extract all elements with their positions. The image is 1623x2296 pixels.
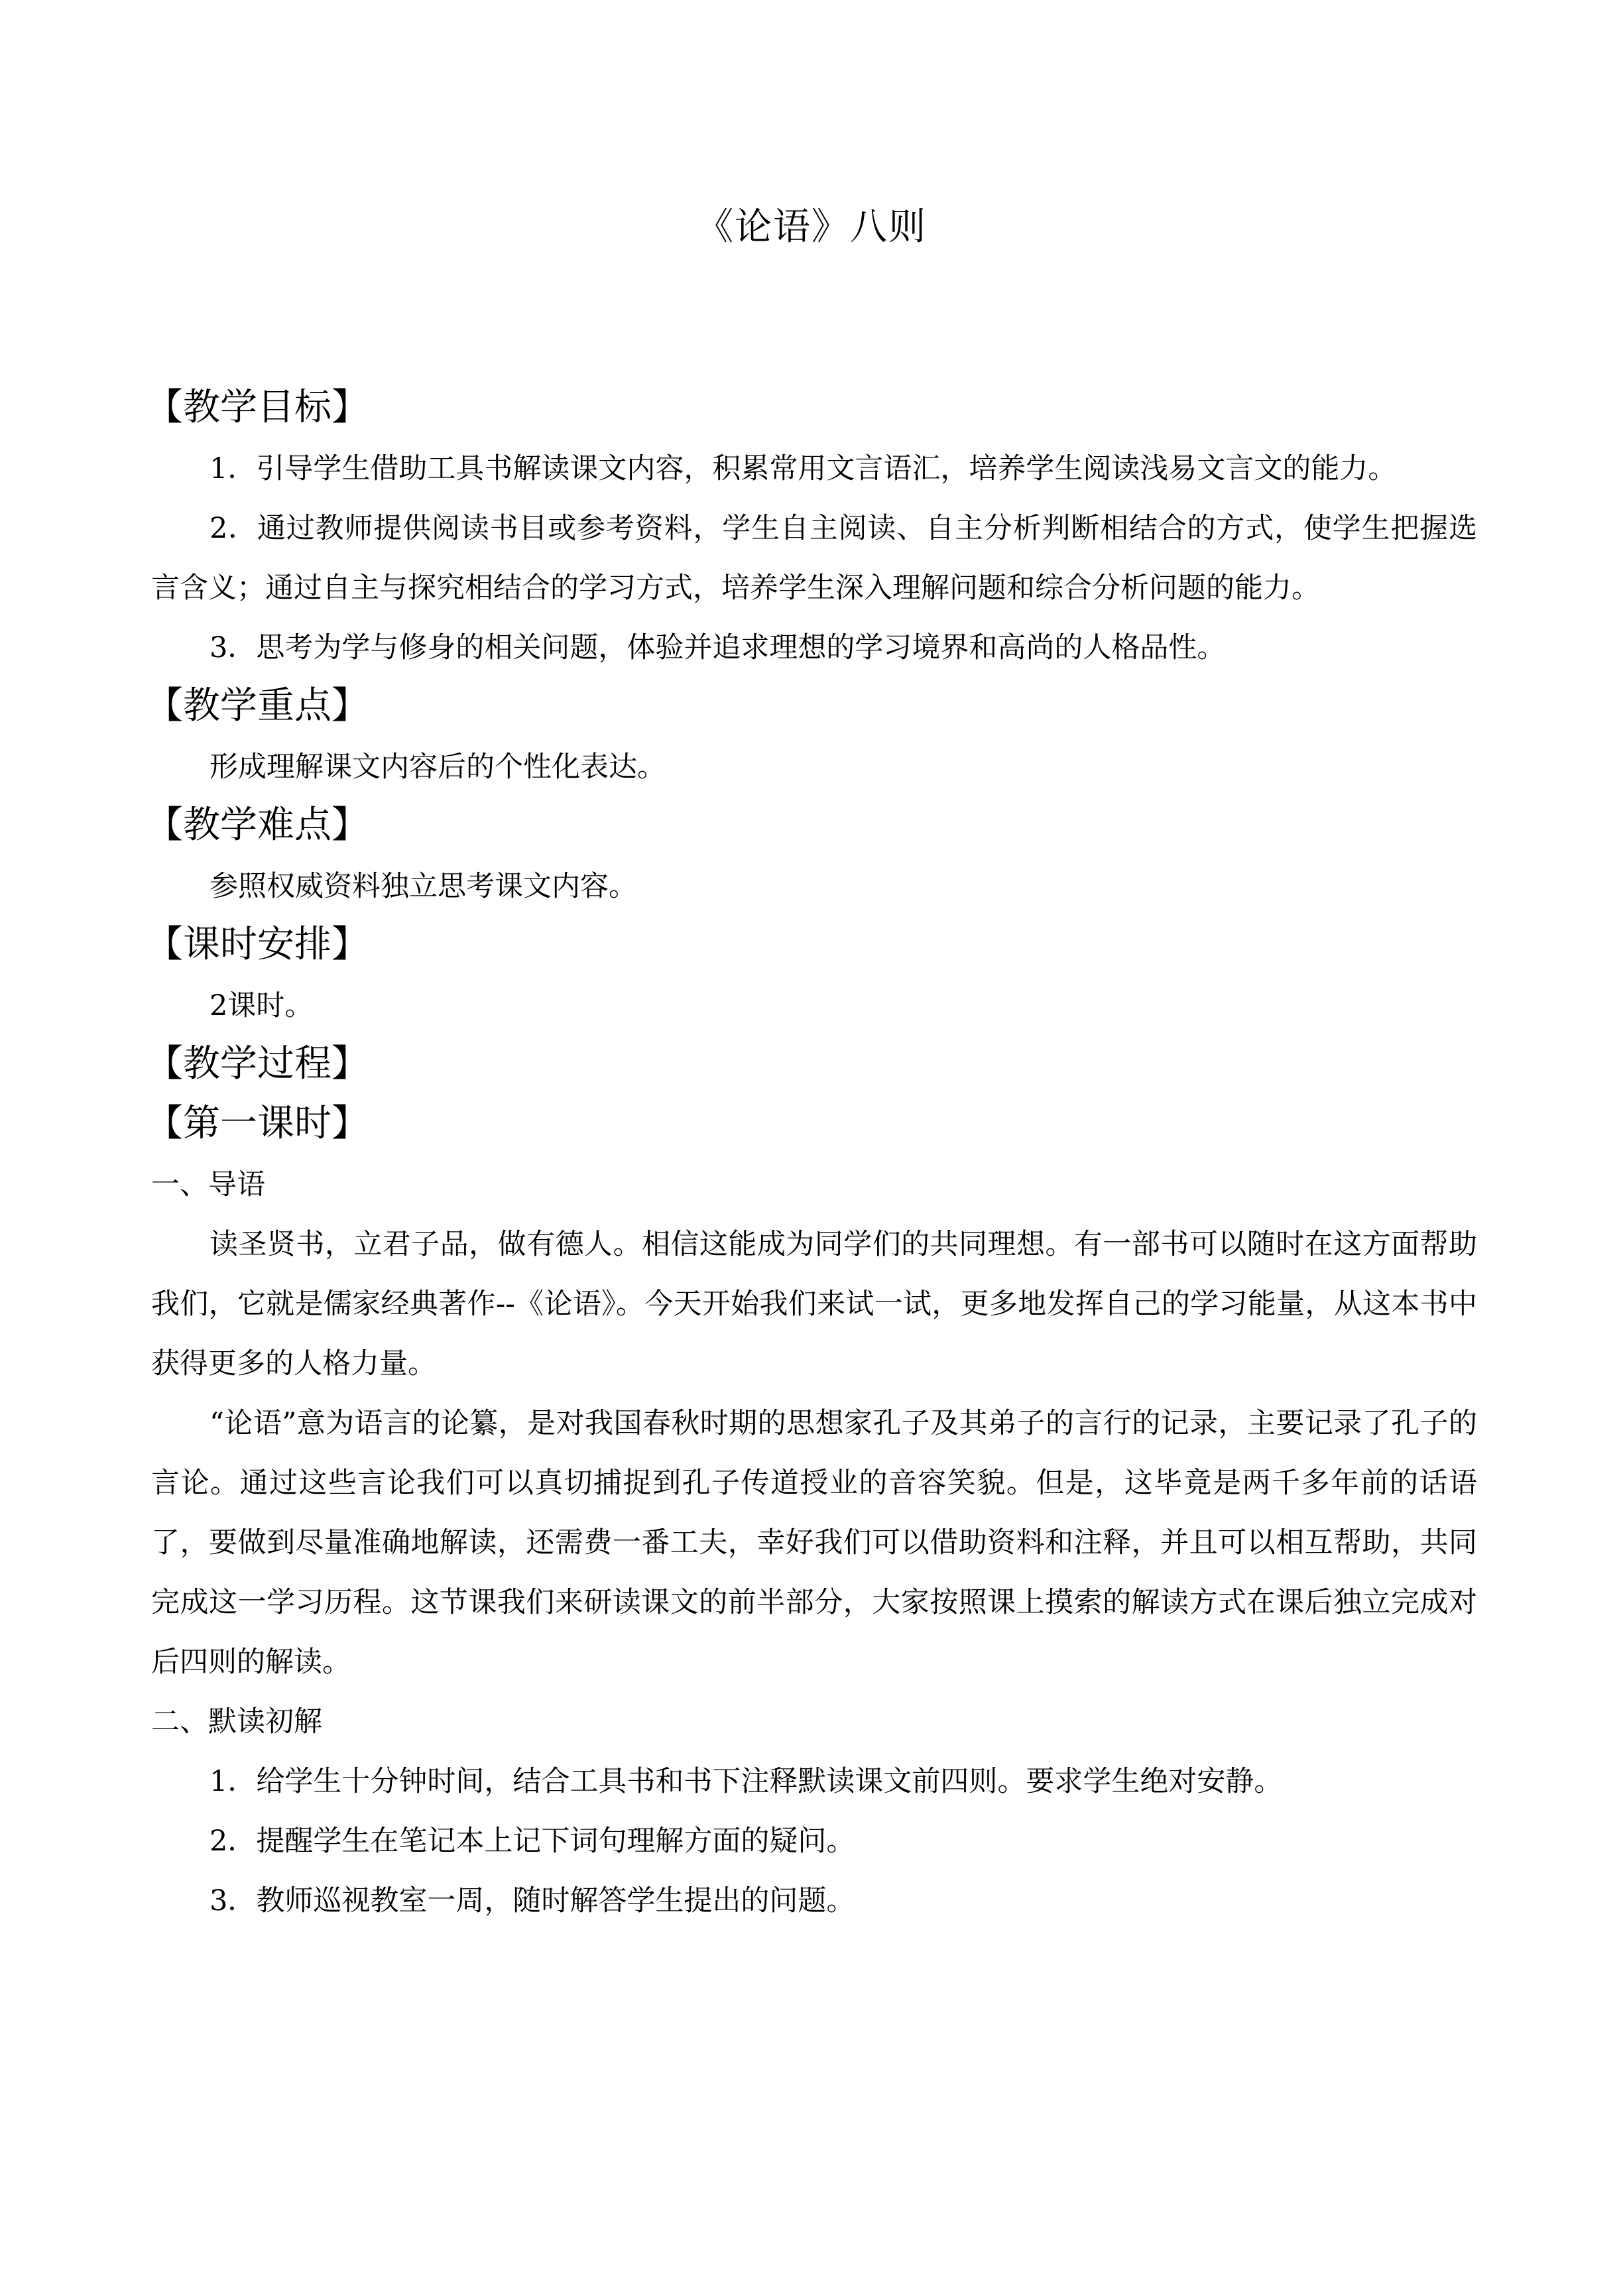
part2-title: 二、默读初解 [151,1705,322,1738]
part1-title: 一、导语 [151,1168,265,1201]
document-title: 《论语》八则 [696,206,927,249]
key-points-text: 形成理解课文内容后的个性化表达。 [210,751,666,784]
schedule-heading: 【课时安排】 [146,923,369,966]
document-body [146,379,1477,1931]
objective-item-2: 2．通过教师提供阅读书目或参考资料，学生自主阅读、自主分析判断相结合的方式，使学生把握选言含义；通过自主与探究相结合的学习方式，培养学生深入理解问题和综合分析问题的能力。 [151,512,1477,605]
difficulties-text: 参照权威资料独立思考课文内容。 [210,870,637,903]
intro-paragraph-1: 读圣贤书，立君子品，做有德人。相信这能成为同学们的共同理想。有一部书可以随时在这方面帮助我们，它就是儒家经典著作--《论语》。今天开始我们来试一试，更多地发挥自己的学习能量，从这本书中获得更多的人格力量。 [151,1228,1477,1380]
key-points-heading: 【教学重点】 [146,684,369,727]
process-heading: 【教学过程】 [146,1042,369,1085]
objectives-heading: 【教学目标】 [146,386,369,429]
reading-step-1: 1．给学生十分钟时间，结合工具书和书下注释默读课文前四则。要求学生绝对安静。 [210,1765,1283,1798]
intro-paragraph-2: “论语”意为语言的论纂，是对我国春秋时期的思想家孔子及其弟子的言行的记录，主要记录了孔子的言论。通过这些言论我们可以真切捕捉到孔子传道授业的音容笑貌。但是，这毕竟是两千多年前的话语了，要做到尽量准确地解读，还需费一番工夫，幸好我们可以借助资料和注释，并且可以相互帮助，共同完成这一学习历程。这节课我们来研读课文的前半部分，大家按照课上摸索的解读方式在课后独立完成对后四则的解读。 [151,1407,1477,1679]
difficulties-heading: 【教学难点】 [146,804,369,847]
objective-item-3: 3．思考为学与修身的相关问题，体验并追求理想的学习境界和高尚的人格品性。 [210,631,1226,664]
objective-item-1: 1．引导学生借助工具书解读课文内容，积累常用文言语汇，培养学生阅读浅易文言文的能力。 [210,452,1397,485]
reading-step-3: 3．教师巡视教室一周，随时解答学生提出的问题。 [210,1884,855,1917]
schedule-text: 2课时。 [210,989,314,1022]
first-lesson-heading: 【第一课时】 [146,1102,369,1145]
reading-step-2: 2．提醒学生在笔记本上记下词句理解方面的疑问。 [210,1825,855,1858]
